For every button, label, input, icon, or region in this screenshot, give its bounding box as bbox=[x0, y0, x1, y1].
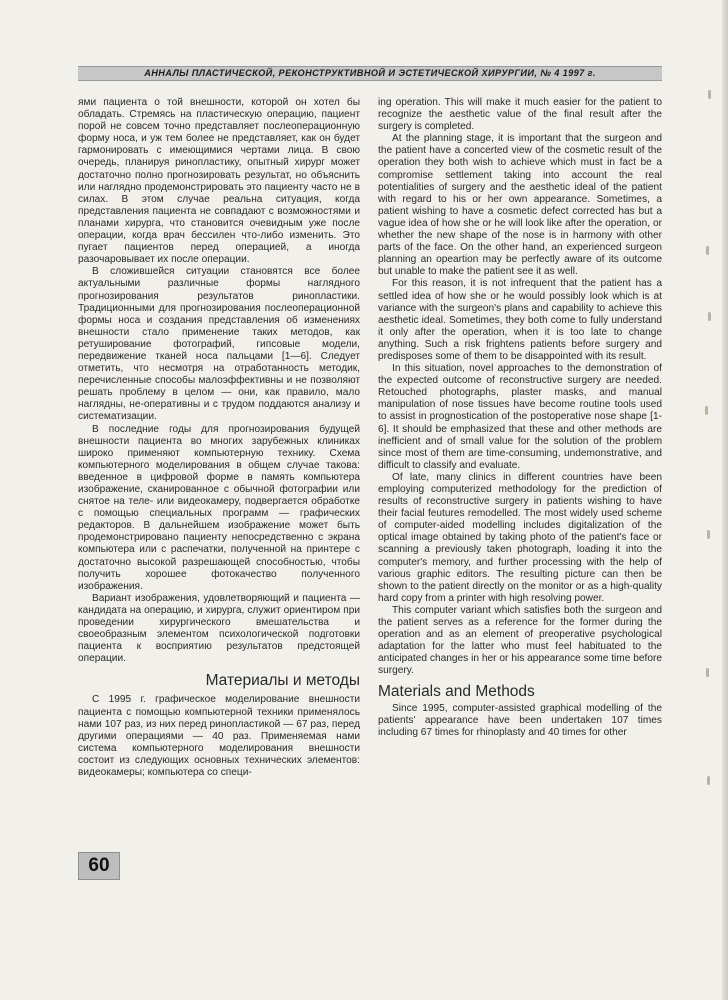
margin-mark bbox=[706, 668, 709, 677]
margin-mark bbox=[706, 246, 709, 255]
en-paragraph-7: Since 1995, computer-assisted graphical modelling of the patients' appearance have been undertaken 107 times including 67 times for rhinoplasty and 40 times for other bbox=[378, 702, 662, 738]
margin-mark bbox=[707, 530, 710, 539]
en-paragraph-6: This computer variant which satisfies both the surgeon and the patient serves as a reference for the former during the operation and as an element of preoperative psychological adaptation for the latter who must feel habituated to the anticipated changes in her or his appearance some time before surgery. bbox=[378, 604, 662, 677]
margin-mark bbox=[708, 312, 711, 321]
ru-paragraph-3: В последние годы для прогнозирования будущей внешности пациента во многих зарубежных клиниках широко применяют компьютерную технику. Схема компьютерного моделирования в общем случае такова: введенное в цифровой форме в память компьютера изображение, сканированное с обычной фотографии или снятое на теле- или видеокамеру, подвергается обработке с помощью специальных программ — графических редакторов. В дальнейшем изображение может быть продемонстрировано пациенту непосредственно с экрана компьютера или с распечатки, полученной на принтере с достаточно высокой разрешающей способностью, чтобы получить хорошее фотокачество полученного изображения. bbox=[78, 423, 360, 592]
page-edge-shadow bbox=[722, 0, 728, 1000]
russian-column bbox=[78, 97, 360, 779]
en-paragraph-4: In this situation, novel approaches to the demonstration of the expected outcome of reconstructive surgery are needed. Retouched photographs, plaster masks, and manual manipulation of nose tissues have become routine tools used to assist in prognostication of the postoperative nose shape [1-6]. It should be emphasized that these and other methods are inefficient and of small value for the solution of the problem since most of them are time-consuming, undemonstrative, and difficult to classify and evaluate. bbox=[378, 363, 662, 471]
page-number: 60 bbox=[78, 852, 120, 880]
ru-paragraph-1: ями пациента о той внешности, которой он хотел бы обладать. Стремясь на пластическую операцию, пациент порой не совсем точно представляет послеоперационную форму носа, и уж тем более не представляет, как он будет гармонировать с имеющимися чертами лица. В свою очередь, планируя ринопластику, опытный хирург может достаточно полно прогнозировать результат, но объяснить или наглядно продемонстрировать это пациенту часто не в силах. В этом случае реальна ситуация, когда представления пациента не совпадают с возможностями и планами хирурга, что становится очевидным уже после операции, когда врач бессилен что-либо изменить. Это пугает пациентов перед операцией, а иногда разочаровывает их после операции. bbox=[78, 97, 360, 266]
ru-paragraph-5: С 1995 г. графическое моделирование внешности пациента с помощью компьютерной техники применялось нами 107 раз, из них перед ринопластикой — 67 раз, перед другими операциями — 40 раз. Применяемая нами система компьютерного моделирования внешности состоит из следующих основных технических элементов: видеокамеры; компьютера со специ- bbox=[78, 694, 360, 778]
english-column bbox=[378, 97, 662, 739]
en-section-heading: Materials and Methods bbox=[378, 682, 535, 700]
en-paragraph-3: For this reason, it is not infrequent that the patient has a settled idea of how she or he would possibly look which is at variance with the surgeon's plans and capability to achieve this aesthetic ideal. Sometimes, they both come to fully understand it only after the operation, when it is too late to change anything. Such a risk frightens patients before surgery and predisposes some of them to be disappointed with its result. bbox=[378, 278, 662, 362]
en-paragraph-2: At the planning stage, it is important that the surgeon and the patient have a concerted view of the cosmetic result of the operation they both wish to achieve which must in fact be a compromise settlement taking into account the real potentialities of surgery and the aesthetic ideal of the patient with regard to his or her own appearance. Sometimes, a patient wishing to have a cosmetic defect corrected has but a vague idea of how she or he will look like after the operation, or whether the new shape of the nose is in harmony with other parts of the face. On the other hand, an experienced surgeon planning an opeartion may be perfectly aware of its outcome but unable to make the patient see it as well. bbox=[378, 133, 662, 278]
margin-mark bbox=[707, 776, 710, 785]
en-paragraph-1: ing operation. This will make it much easier for the patient to recognize the aesthetic value of the final result after the surgery is completed. bbox=[378, 97, 662, 133]
ru-paragraph-4: Вариант изображения, удовлетворяющий и пациента — кандидата на операцию, и хирурга, служит ориентиром при проведении хирургического вмешательства и своеобразным элементом психологической подготовки пациента к восприятию результатов предстоящей операции. bbox=[78, 592, 360, 665]
en-paragraph-5: Of late, many clinics in different countries have been employing computerized methodology for the prediction of results of reconstructive surgery in patients wishing to have their facial feutures remodelled. The most widely used scheme of computer-aided modelling includes digitalization of the optical image obtained by taking photo of the patient's face or scanning a previously taken photograph, loading it into the computer's memory, and further processing with the help of various graphic editors. The resulting picture can then be shown to the patient directly on the monitor or as a high-quality hard copy from a printer with high resolving power. bbox=[378, 471, 662, 604]
margin-mark bbox=[708, 90, 711, 99]
journal-header: АННАЛЫ ПЛАСТИЧЕСКОЙ, РЕКОНСТРУКТИВНОЙ И ЭСТЕТИЧЕСКОЙ ХИРУРГИИ, № 4 1997 г. bbox=[78, 66, 662, 81]
ru-section-heading: Материалы и методы bbox=[205, 672, 360, 690]
margin-mark bbox=[705, 406, 708, 415]
ru-paragraph-2: В сложившейся ситуации становятся все более актуальными различные формы наглядного прогнозирования результатов ринопластики. Традиционными для прогнозирования послеоперационной формы носа и создания представления об изменениях внешности стало применение таких методов, как ретуширование фотографий, гипсовые модели, передвижение тканей носа пальцами [1—6]. Следует отметить, что несмотря на отработанность методик, перечисленные способы малоэффективны и не позволяют решать проблему в целом — они, как правило, мало наглядны, не-оперативны и с трудом поддаются анализу и систематизации. bbox=[78, 266, 360, 423]
